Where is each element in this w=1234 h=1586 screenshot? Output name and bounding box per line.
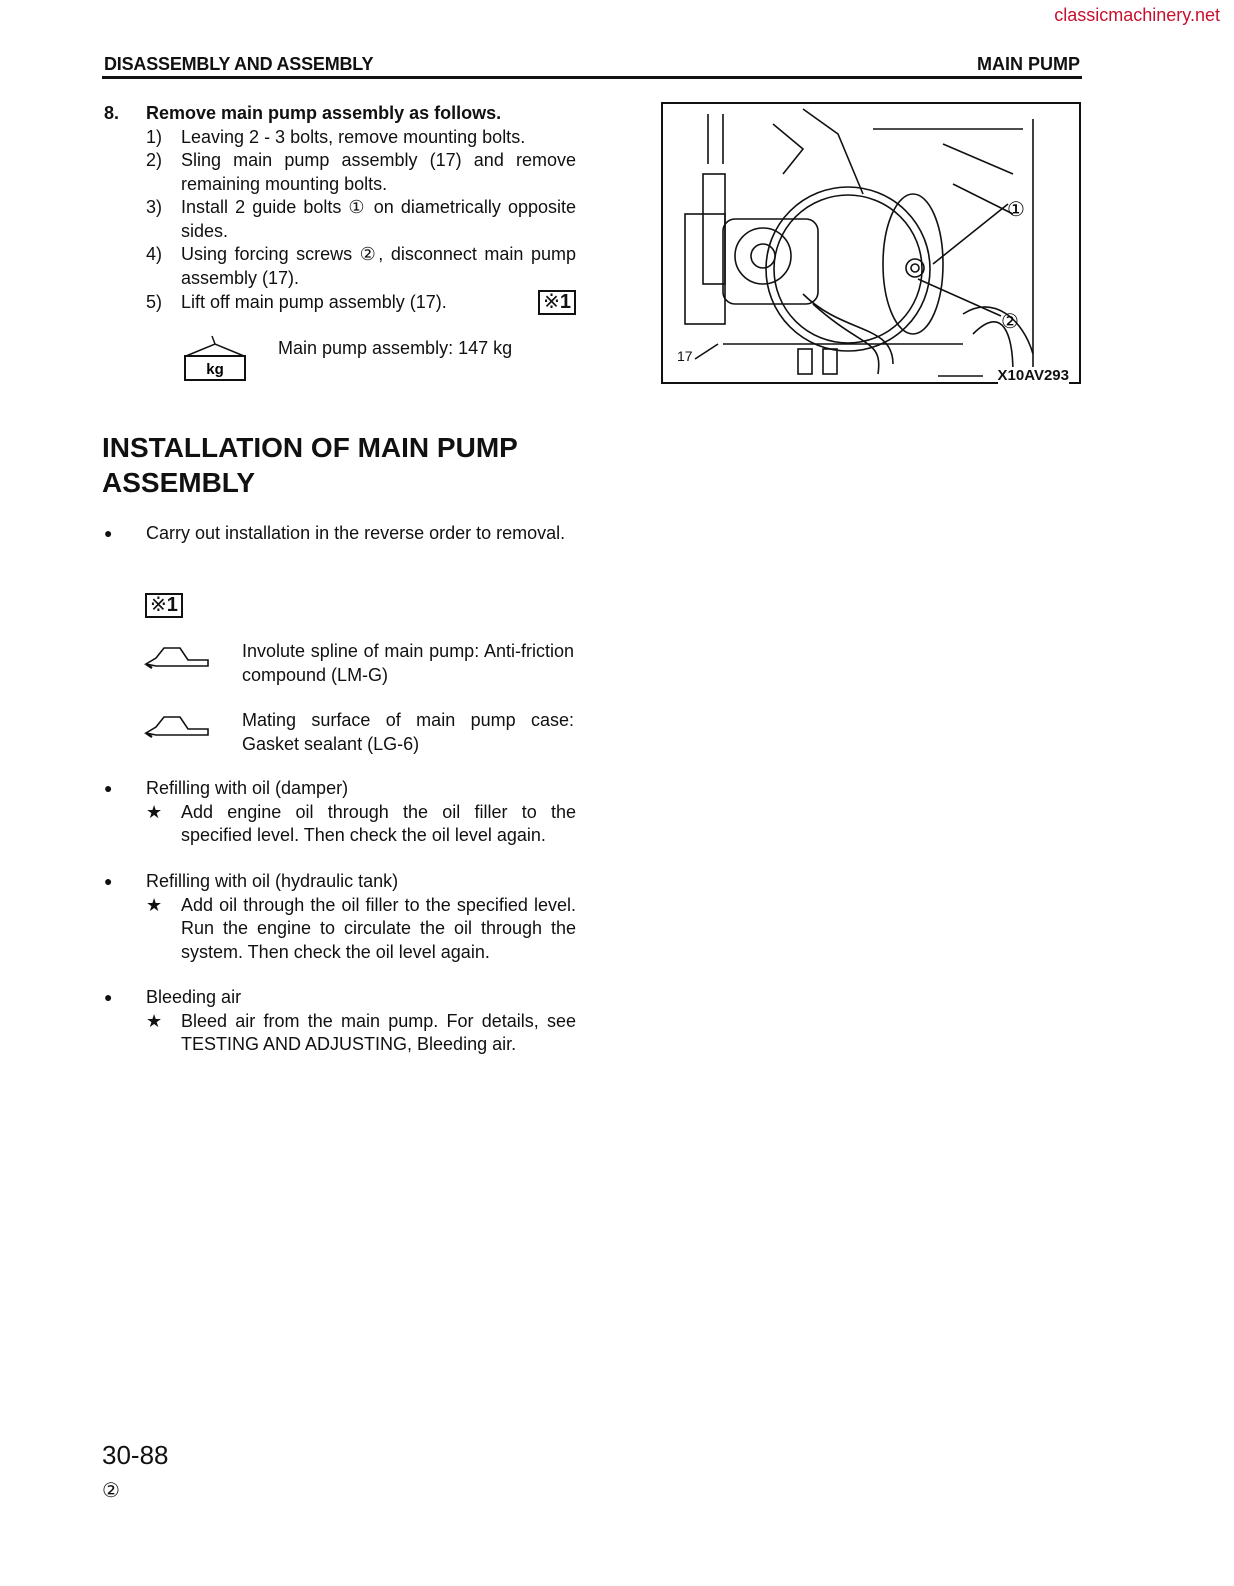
- star-icon: ★: [146, 801, 163, 822]
- note-text: Involute spline of main pump: Anti-friction compound (LM-G): [242, 641, 574, 685]
- sealant-icon: [144, 709, 242, 756]
- star-note-text: Bleed air from the main pump. For details, see TESTING AND ADJUSTING, Bleeding air.: [181, 1010, 576, 1054]
- install-reverse-block: [104, 522, 576, 546]
- substep-text: Sling main pump assembly (17) and remove remaining mounting bolts.: [181, 150, 576, 194]
- main-pump-figure: [661, 102, 1081, 384]
- substep-number: 2): [146, 150, 163, 170]
- substep-number: 3): [146, 197, 163, 217]
- watermark: classicmachinery.net: [1054, 5, 1220, 25]
- grease-icon: [144, 640, 242, 687]
- star-note: [104, 894, 576, 965]
- bullet-icon: ●: [104, 989, 113, 1005]
- callout-1: ①: [1007, 199, 1025, 221]
- install-reference-mark: ※1: [145, 593, 183, 618]
- svg-text:kg: kg: [206, 361, 224, 378]
- star-note-text: Add oil through the oil filler to the specified level. Run the engine to circulate the oil through the system. Then check the oil level again.: [181, 894, 576, 962]
- revision-mark: ②: [102, 1480, 120, 1502]
- step-8-block: [104, 102, 576, 315]
- pump-illustration: [663, 104, 1079, 382]
- list-item-text: Carry out installation in the reverse order to removal.: [146, 523, 566, 543]
- bullet-bleeding: [104, 986, 576, 1057]
- substep-text: Using forcing screws ②, disconnect main pump assembly (17).: [181, 244, 576, 288]
- star-icon: ★: [146, 894, 163, 915]
- section-title: INSTALLATION OF MAIN PUMP ASSEMBLY: [102, 432, 518, 498]
- figure-id: X10AV293: [997, 367, 1069, 384]
- weight-text: Main pump assembly: 147 kg: [278, 338, 513, 358]
- list-item: [104, 777, 576, 801]
- header-topic-title: MAIN PUMP: [977, 54, 1080, 74]
- substep-text: Install 2 guide bolts ① on diametrically opposite sides.: [181, 197, 576, 241]
- bullet-damper: [104, 777, 576, 848]
- list-item-text: Bleeding air: [146, 987, 242, 1007]
- substep-text: Leaving 2 - 3 bolts, remove mounting bolts.: [181, 126, 526, 147]
- note-text: Mating surface of main pump case: Gasket sealant (LG-6): [242, 710, 574, 754]
- substep-5: [104, 290, 576, 315]
- substep-number: 1): [146, 126, 163, 147]
- step-title: Remove main pump assembly as follows.: [146, 103, 502, 123]
- bullet-hydraulic: [104, 870, 576, 964]
- bullet-icon: ●: [104, 525, 113, 541]
- reference-mark: ※1: [538, 290, 576, 315]
- note-sealant: [144, 709, 574, 756]
- star-icon: ★: [146, 1010, 163, 1031]
- weight-icon: [182, 334, 248, 384]
- bullet-icon: ●: [104, 873, 113, 889]
- star-note: [104, 801, 576, 848]
- bullet-icon: ●: [104, 780, 113, 796]
- substep-4: [104, 243, 576, 290]
- list-item-text: Refilling with oil (hydraulic tank): [146, 871, 399, 891]
- star-note-text: Add engine oil through the oil filler to the specified level. Then check the oil level again.: [181, 801, 576, 845]
- list-item: [104, 986, 576, 1010]
- header-section-title: DISASSEMBLY AND ASSEMBLY: [104, 54, 374, 74]
- substep-2: [104, 149, 576, 196]
- callout-2: ②: [1001, 311, 1019, 333]
- list-item: [104, 870, 576, 894]
- note-grease: [144, 640, 574, 687]
- substep-text: Lift off main pump assembly (17).: [181, 291, 447, 312]
- step-8-heading: [104, 102, 576, 126]
- list-item-text: Refilling with oil (damper): [146, 778, 349, 798]
- step-number: 8.: [104, 103, 120, 123]
- header-rule: [102, 76, 1082, 79]
- star-note: [104, 1010, 576, 1057]
- substep-number: 5): [146, 291, 163, 312]
- substep-3: [104, 196, 576, 243]
- callout-17: 17: [677, 348, 693, 364]
- list-item: [104, 522, 576, 546]
- substep-1: [104, 126, 576, 150]
- substep-number: 4): [146, 244, 163, 264]
- page-number: 30-88: [102, 1440, 169, 1470]
